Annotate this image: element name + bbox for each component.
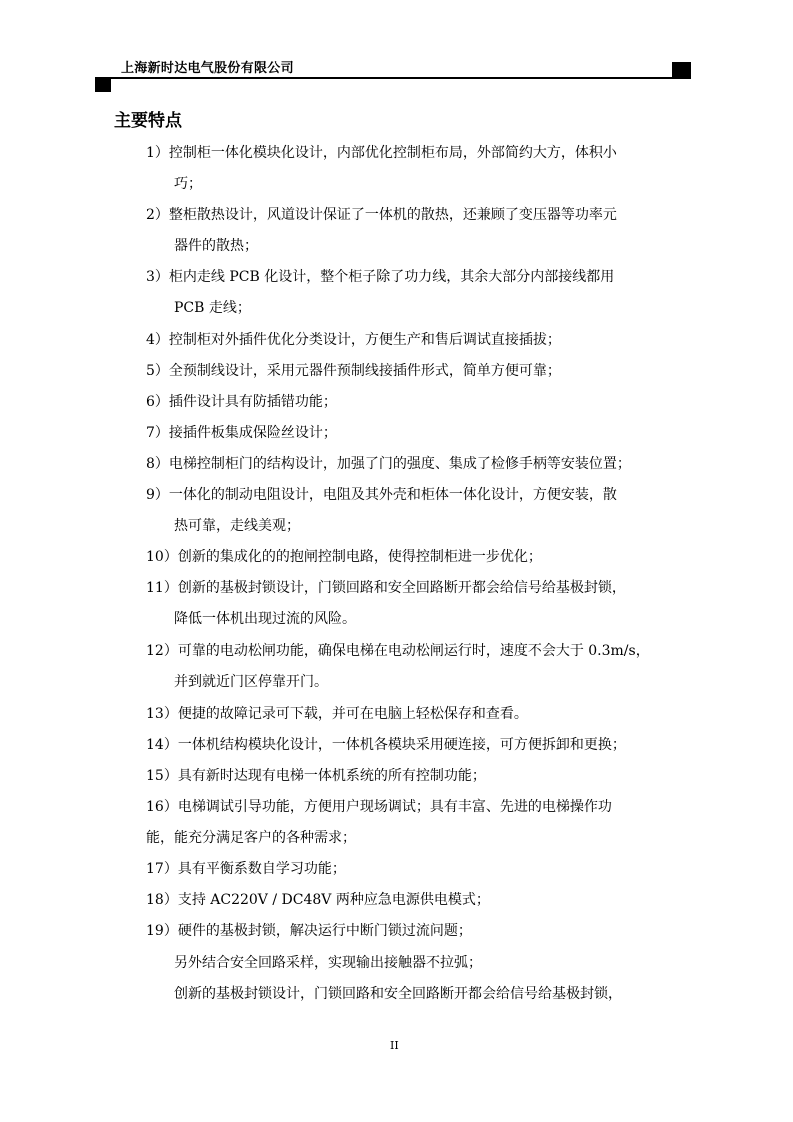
feature-line: 热可靠，走线美观； <box>174 518 300 534</box>
feature-line: 巧； <box>174 176 202 192</box>
feature-line: 11）创新的基极封锁设计，门锁回路和安全回路断开都会给信号给基极封锁， <box>146 580 626 596</box>
feature-line: 8）电梯控制柜门的结构设计，加强了门的强度、集成了检修手柄等安装位置； <box>146 456 631 472</box>
page-number: II <box>390 1039 399 1052</box>
feature-line: 9）一体化的制动电阻设计，电阻及其外壳和柜体一体化设计，方便安装，散 <box>146 487 617 503</box>
feature-line: 能，能充分满足客户的各种需求； <box>146 830 356 846</box>
header-block-right <box>672 62 691 78</box>
feature-line: 1）控制柜一体化模块化设计，内部优化控制柜布局，外部简约大方，体积小 <box>146 145 617 161</box>
feature-line: 创新的基极封锁设计，门锁回路和安全回路断开都会给信号给基极封锁， <box>174 986 622 1002</box>
feature-line: 17）具有平衡系数自学习功能； <box>146 861 346 877</box>
feature-line: 4）控制柜对外插件优化分类设计，方便生产和售后调试直接插拔； <box>146 332 561 348</box>
feature-line: 6）插件设计具有防插错功能； <box>146 394 337 410</box>
feature-line: 7）接插件板集成保险丝设计； <box>146 425 337 441</box>
feature-line: 15）具有新时达现有电梯一体机系统的所有控制功能； <box>146 768 486 784</box>
feature-line: 10）创新的集成化的的抱闸控制电路，使得控制柜进一步优化； <box>146 549 542 565</box>
feature-line: 19）硬件的基极封锁，解决运行中断门锁过流问题； <box>146 923 472 939</box>
feature-line: PCB 走线； <box>174 300 251 316</box>
header-rule <box>95 77 691 79</box>
feature-line: 并到就近门区停靠开门。 <box>174 674 328 690</box>
feature-line: 降低一体机出现过流的风险。 <box>174 611 356 627</box>
feature-line: 另外结合安全回路采样，实现输出接触器不拉弧； <box>174 955 482 971</box>
feature-line: 3）柜内走线 PCB 化设计，整个柜子除了功力线，其余大部分内部接线都用 <box>146 269 615 285</box>
section-title: 主要特点 <box>114 111 182 131</box>
feature-line: 器件的散热； <box>174 238 258 254</box>
feature-line: 14）一体机结构模块化设计，一体机各模块采用硬连接，可方便拆卸和更换； <box>146 737 626 753</box>
company-name: 上海新时达电气股份有限公司 <box>121 61 294 76</box>
feature-line: 5）全预制线设计，采用元器件预制线接插件形式，简单方便可靠； <box>146 363 561 379</box>
feature-line: 13）便捷的故障记录可下载，并可在电脑上轻松保存和查看。 <box>146 706 528 722</box>
feature-line: 16）电梯调试引导功能，方便用户现场调试；具有丰富、先进的电梯操作功 <box>146 799 612 815</box>
feature-line: 2）整柜散热设计，风道设计保证了一体机的散热，还兼顾了变压器等功率元 <box>146 207 617 223</box>
header-block-left <box>95 78 111 92</box>
feature-line: 18）支持 AC220V / DC48V 两种应急电源供电模式； <box>146 892 490 908</box>
feature-line: 12）可靠的电动松闸功能，确保电梯在电动松闸运行时，速度不会大于 0.3m/s， <box>146 643 650 659</box>
